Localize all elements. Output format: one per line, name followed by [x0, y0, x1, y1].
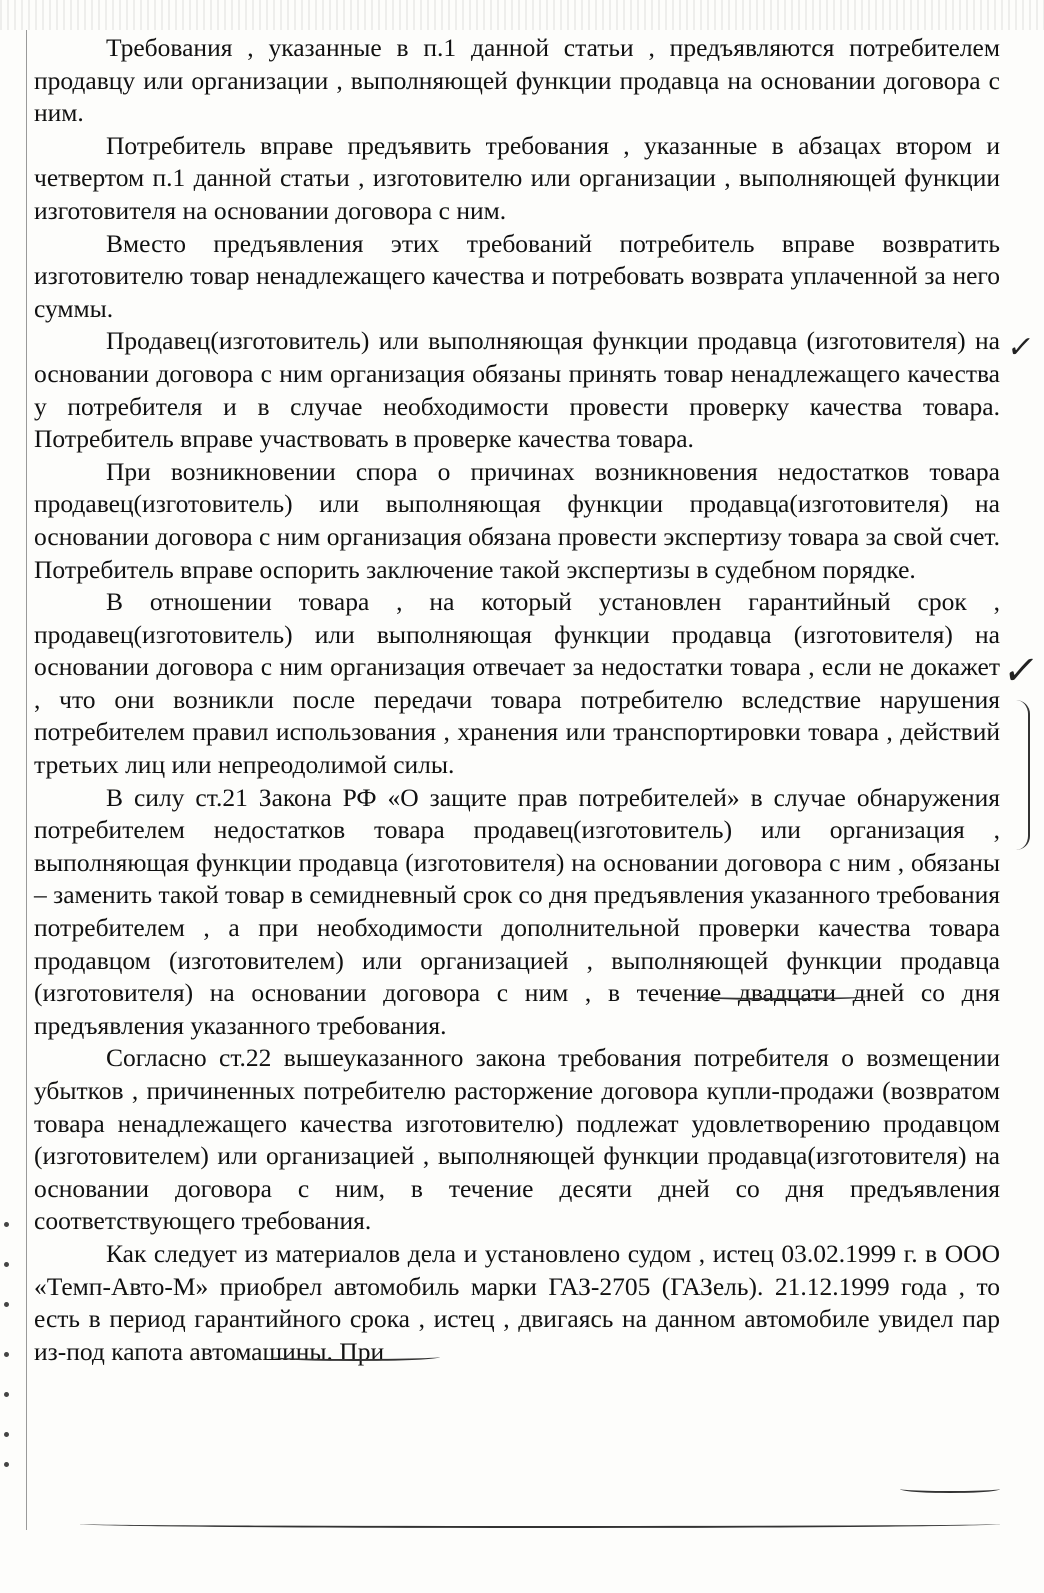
margin-dot — [4, 1352, 9, 1357]
handwritten-check-mark-icon: ✓ — [1004, 330, 1037, 365]
paragraph-5: При возникновении спора о причинах возникновения недостатков товара продавец(изготовитель) или выполняющая функции продавца(изготовителя) на основании договора с ним организация обязана провести экспертизу товара за свой счет. Потребитель вправе оспорить заключение такой экспертизы в судебном порядке. — [34, 456, 1000, 584]
paragraph-6: В отношении товара , на который установлен гарантийный срок , продавец(изготовитель) или выполняющая функции продавца (изготовителя) на основании договора с ним организация отвечает за недостатки товара , если не докажет , что они возникли после передачи товара потребителю вследствие нарушения потребителем правил использования , хранения или транспортировки товара , действий третьих лиц или непреодолимой силы. — [34, 587, 1000, 780]
margin-dot — [4, 1432, 9, 1437]
document-body — [34, 32, 1000, 1368]
handwritten-underline — [900, 1485, 1000, 1493]
scan-noise-strip — [0, 0, 1044, 30]
paragraph-7: В силу ст.21 Закона РФ «О защите прав потребителей» в случае обнаружения потребителем недостатков товара продавец(изготовитель) или организация , выполняющая функции продавца (изготовителя) на основании договора с ним , обязаны – заменить такой товар в семидневный срок со дня предъявления указанного требования потребителем , а при необходимости дополнительной проверки качества товара продавцом (изготовителем) или организацией , выполняющей функции продавца (изготовителя) на основании договора с ним , в течение двадцати дней со дня предъявления указанного требования. — [34, 782, 1000, 1040]
margin-dot — [4, 1302, 9, 1307]
margin-dot — [4, 1222, 9, 1227]
paragraph-1: Требования , указанные в п.1 данной статьи , предъявляются потребителем продавцу или организации , выполняющей функции продавца на основании договора с ним. — [34, 33, 1000, 128]
margin-dot — [4, 1392, 9, 1397]
margin-dot — [4, 1462, 9, 1467]
handwritten-underline — [80, 1520, 1000, 1528]
page-margin-line — [26, 30, 27, 1530]
paragraph-9: Как следует из материалов дела и установлено судом , истец 03.02.1999 г. в ООО «Темп-Авто-М» приобрел автомобиль марки ГАЗ-2705 (ГАЗель). 21.12.1999 года , то есть в период гарантийного срока , истец , двигаясь на данном автомобиле увидел пар из-под капота автомашины. При — [34, 1238, 1000, 1366]
paragraph-3: Вместо предъявления этих требований потребитель вправе возвратить изготовителю товар ненадлежащего качества и потребовать возврата уплаченной за него суммы. — [34, 228, 1000, 323]
handwritten-underline — [270, 1353, 440, 1361]
margin-dot — [4, 1262, 9, 1267]
paragraph-8: Согласно ст.22 вышеуказанного закона требования потребителя о возмещении убытков , причиненных потребителю расторжение договора купли-продажи (возвратом товара ненадлежащего качества изготовителю) подлежат удовлетворению продавцом (изготовителем) или организацией , выполняющей функции продавца(изготовителя) на основании договора с ним, в течение десяти дней со дня предъявления соответствующего требования. — [34, 1043, 1000, 1236]
handwritten-margin-bracket — [1014, 700, 1030, 850]
paragraph-4: Продавец(изготовитель) или выполняющая функции продавца (изготовителя) на основании договора с ним организация обязаны принять товар ненадлежащего качества у потребителя и в случае необходимости провести проверку качества товара. Потребитель вправе участвовать в проверке качества товара. — [34, 326, 1000, 454]
paragraph-2: Потребитель вправе предъявить требования , указанные в абзацах втором и четвертом п.1 данной статьи , изготовителю или организации , выполняющей функции изготовителя на основании договора с ним. — [34, 130, 1000, 225]
handwritten-check-mark-icon: ✓ — [999, 648, 1042, 694]
handwritten-underline — [690, 992, 870, 1000]
